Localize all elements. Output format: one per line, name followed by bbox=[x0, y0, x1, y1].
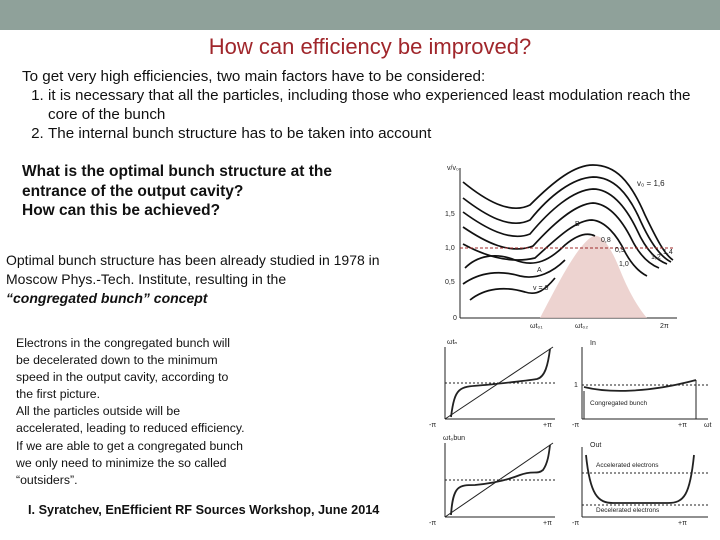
lower-plot bbox=[445, 443, 555, 517]
x-tick: -π bbox=[572, 520, 580, 527]
explain-line: the first picture. bbox=[16, 387, 101, 402]
phase-plots-figure bbox=[425, 335, 580, 530]
explain-line: accelerated, leading to reduced efficiency. bbox=[16, 421, 245, 436]
x-tick: 2π bbox=[660, 323, 669, 330]
upper-plot bbox=[445, 347, 555, 419]
reference-citation: I. Syratchev, EnEfficient RF Sources Workshop, June 2014 bbox=[28, 503, 380, 517]
y-tick: 0 bbox=[453, 315, 457, 322]
explain-line: All the particles outside will be bbox=[16, 404, 181, 419]
curve-label: A bbox=[537, 267, 542, 274]
curve-label: 0,8 bbox=[601, 237, 611, 244]
question-block bbox=[22, 162, 332, 221]
factor-item-1: 1. it is necessary that all the particles, including those who experienced least modulation reach the core of the bunch bbox=[48, 86, 712, 124]
question-line-3: How can this be achieved? bbox=[22, 202, 221, 219]
explain-line: be decelerated down to the minimum bbox=[16, 353, 218, 368]
explain-line: “outsiders”. bbox=[16, 472, 78, 487]
x-tick: -π bbox=[429, 422, 437, 429]
y-axis-title: v/v₀ bbox=[447, 165, 459, 172]
explain-line: If we are able to get a congregated bunch bbox=[16, 438, 243, 453]
bunch-distribution-figure bbox=[568, 335, 718, 530]
y-tick: 1,5 bbox=[445, 211, 455, 218]
y-tick: 1,0 bbox=[445, 245, 455, 252]
factor-list bbox=[22, 86, 712, 143]
explain-line: Electrons in the congregated bunch will bbox=[16, 336, 230, 350]
input-distribution bbox=[582, 347, 708, 419]
question-line-1: What is the optimal bunch structure at the bbox=[22, 163, 333, 180]
title-bar bbox=[0, 0, 720, 30]
x-tick: +π bbox=[678, 520, 687, 527]
curve-label: v = 0 bbox=[533, 285, 549, 292]
curve-label: 0,9 bbox=[615, 247, 625, 254]
plot-caption: Accelerated electrons bbox=[596, 462, 659, 469]
factor-item-2: 2. The internal bunch structure has to be taken into account bbox=[48, 124, 712, 143]
study-concept: “congregated bunch” concept bbox=[6, 290, 208, 306]
curve-label: 1,0 bbox=[619, 261, 629, 268]
intro-block bbox=[22, 67, 712, 143]
x-tick: +π bbox=[543, 422, 552, 429]
study-text: Optimal bunch structure has been already studied in 1978 in Moscow Phys.-Tech. Institute, resulting in the bbox=[6, 252, 380, 287]
question-line-2: entrance of the output cavity? bbox=[22, 182, 244, 200]
x-tick: ωt₀₁ bbox=[530, 323, 543, 330]
velocity-curves-figure bbox=[425, 160, 715, 332]
y-tick: 0,5 bbox=[445, 279, 455, 286]
slide-title: How can efficiency be improved? bbox=[208, 34, 532, 59]
curve-label: v₀ = 1,6 bbox=[637, 179, 665, 188]
explain-line: we only need to minimize the so called bbox=[16, 455, 227, 470]
explain-line: speed in the output cavity, according to bbox=[16, 370, 229, 385]
explanation-paragraph bbox=[16, 335, 286, 489]
curve-label: 1,4 bbox=[663, 249, 673, 256]
intro-text: To get very high efficiencies, two main factors have to be considered: bbox=[22, 68, 486, 85]
x-tick: +π bbox=[543, 520, 552, 527]
plot-label: Out bbox=[590, 442, 602, 449]
plot-caption: Congregated bunch bbox=[590, 400, 648, 407]
x-tick: ωt₀₂ bbox=[575, 323, 589, 330]
x-tick: +π bbox=[678, 422, 687, 429]
plot-label: 1 bbox=[574, 382, 578, 389]
plot-label: In bbox=[590, 340, 596, 347]
x-tick: -π bbox=[429, 520, 437, 527]
x-tick: -π bbox=[572, 422, 580, 429]
plot-label: ωt₀bun bbox=[443, 435, 465, 442]
x-tick: ωt bbox=[704, 422, 712, 429]
plot-label: ωtₙ bbox=[447, 339, 458, 346]
curve-label: 1,2 bbox=[651, 254, 661, 261]
curve-label: B bbox=[575, 221, 580, 228]
study-paragraph bbox=[6, 251, 426, 308]
plot-caption: Decelerated electrons bbox=[596, 507, 660, 514]
